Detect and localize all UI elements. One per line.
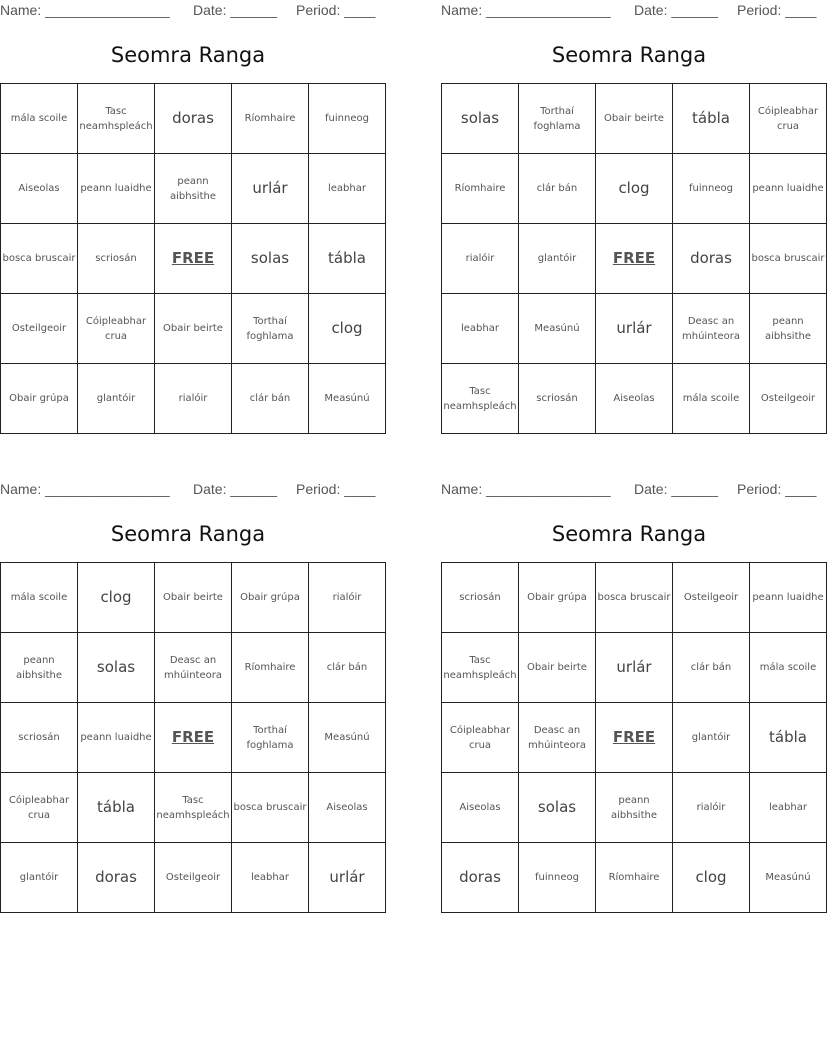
bingo-cell: Tasc neamhspleách [442, 364, 519, 434]
date-field: Date: ______ [634, 481, 719, 497]
bingo-cell: glantóir [78, 364, 155, 434]
bingo-cell: urlár [596, 633, 673, 703]
bingo-cell: peann aibhsithe [1, 633, 78, 703]
bingo-grid [441, 562, 827, 913]
grid-row [1, 703, 386, 773]
bingo-cell: Obair grúpa [519, 563, 596, 633]
bingo-cell: Torthaí foghlama [232, 294, 309, 364]
grid-row [442, 633, 827, 703]
bingo-cell: Obair grúpa [1, 364, 78, 434]
bingo-cell: Aiseolas [596, 364, 673, 434]
student-info-line [0, 481, 376, 499]
free-space: FREE [155, 703, 232, 773]
grid-row [442, 843, 827, 913]
name-field: Name: ________________ [0, 2, 170, 18]
bingo-cell: bosca bruscair [750, 224, 827, 294]
bingo-cell: doras [442, 843, 519, 913]
bingo-cell: doras [78, 843, 155, 913]
bingo-cell: clog [78, 563, 155, 633]
bingo-cell: scriosán [442, 563, 519, 633]
bingo-cell: Cóipleabhar crua [750, 84, 827, 154]
bingo-grid [0, 83, 386, 434]
grid-row [442, 364, 827, 434]
bingo-cell: mála scoile [1, 84, 78, 154]
bingo-cell: mála scoile [673, 364, 750, 434]
bingo-cell: peann aibhsithe [750, 294, 827, 364]
bingo-cell: solas [78, 633, 155, 703]
bingo-cell: peann luaidhe [78, 154, 155, 224]
bingo-cell: scriosán [1, 703, 78, 773]
bingo-cell: clár bán [232, 364, 309, 434]
grid-row [442, 773, 827, 843]
bingo-cell: solas [232, 224, 309, 294]
bingo-cell: Cóipleabhar crua [442, 703, 519, 773]
bingo-cell: Osteilgeoir [673, 563, 750, 633]
bingo-cell: leabhar [750, 773, 827, 843]
bingo-cell: Obair beirte [596, 84, 673, 154]
bingo-cell: Obair grúpa [232, 563, 309, 633]
bingo-cell: Ríomhaire [232, 84, 309, 154]
student-info-line [441, 481, 817, 499]
bingo-cell: urlár [596, 294, 673, 364]
grid-row [1, 563, 386, 633]
bingo-cell: peann aibhsithe [596, 773, 673, 843]
bingo-cell: bosca bruscair [596, 563, 673, 633]
student-info-line [0, 2, 376, 20]
bingo-cell: Measúnú [750, 843, 827, 913]
bingo-cell: glantóir [1, 843, 78, 913]
bingo-cell: Deasc an mhúinteora [519, 703, 596, 773]
bingo-cell: Measúnú [309, 364, 386, 434]
period-field: Period: ____ [737, 481, 817, 497]
period-field: Period: ____ [296, 481, 376, 497]
bingo-cell: Aiseolas [442, 773, 519, 843]
bingo-cell: leabhar [232, 843, 309, 913]
bingo-cell: rialóir [309, 563, 386, 633]
bingo-cell: glantóir [519, 224, 596, 294]
bingo-cell: scriosán [78, 224, 155, 294]
grid-row [442, 224, 827, 294]
bingo-cell: leabhar [442, 294, 519, 364]
grid-row [1, 294, 386, 364]
grid-row [1, 773, 386, 843]
free-space: FREE [596, 224, 673, 294]
bingo-cell: Ríomhaire [232, 633, 309, 703]
name-field: Name: ________________ [441, 481, 611, 497]
bingo-cell: rialóir [673, 773, 750, 843]
period-field: Period: ____ [737, 2, 817, 18]
bingo-cell: glantóir [673, 703, 750, 773]
grid-row [442, 563, 827, 633]
bingo-cell: peann luaidhe [78, 703, 155, 773]
bingo-cell: Torthaí foghlama [519, 84, 596, 154]
bingo-cell: tábla [309, 224, 386, 294]
bingo-cell: scriosán [519, 364, 596, 434]
bingo-cell: solas [519, 773, 596, 843]
grid-row [442, 703, 827, 773]
bingo-cell: Ríomhaire [596, 843, 673, 913]
bingo-cell: peann luaidhe [750, 154, 827, 224]
grid-row [1, 364, 386, 434]
bingo-cell: Torthaí foghlama [232, 703, 309, 773]
bingo-cell: doras [673, 224, 750, 294]
bingo-cell: tábla [673, 84, 750, 154]
grid-row [1, 843, 386, 913]
grid-row [442, 154, 827, 224]
bingo-cell: Obair beirte [155, 563, 232, 633]
bingo-cell: Tasc neamhspleách [155, 773, 232, 843]
bingo-cell: Ríomhaire [442, 154, 519, 224]
bingo-cell: tábla [78, 773, 155, 843]
bingo-cell: fuinneog [309, 84, 386, 154]
grid-row [1, 633, 386, 703]
bingo-cell: clog [309, 294, 386, 364]
bingo-cell: tábla [750, 703, 827, 773]
bingo-cell: Deasc an mhúinteora [155, 633, 232, 703]
bingo-grid [0, 562, 386, 913]
bingo-cell: Osteilgeoir [750, 364, 827, 434]
bingo-cell: Measúnú [519, 294, 596, 364]
bingo-cell: peann aibhsithe [155, 154, 232, 224]
card-title: Seomra Ranga [551, 43, 707, 67]
bingo-cell: Aiseolas [309, 773, 386, 843]
bingo-cell: clár bán [309, 633, 386, 703]
bingo-cell: doras [155, 84, 232, 154]
bingo-cell: Tasc neamhspleách [78, 84, 155, 154]
date-field: Date: ______ [634, 2, 719, 18]
bingo-cell: clár bán [519, 154, 596, 224]
card-title: Seomra Ranga [110, 522, 266, 546]
bingo-cell: Aiseolas [1, 154, 78, 224]
bingo-cell: peann luaidhe [750, 563, 827, 633]
student-info-line [441, 2, 817, 20]
bingo-cell: Measúnú [309, 703, 386, 773]
bingo-cell: urlár [309, 843, 386, 913]
bingo-cell: bosca bruscair [1, 224, 78, 294]
bingo-cell: Obair beirte [519, 633, 596, 703]
grid-row [442, 84, 827, 154]
bingo-cell: clog [596, 154, 673, 224]
bingo-cell: clár bán [673, 633, 750, 703]
bingo-cell: leabhar [309, 154, 386, 224]
bingo-grid [441, 83, 827, 434]
bingo-cell: Obair beirte [155, 294, 232, 364]
card-title: Seomra Ranga [551, 522, 707, 546]
card-title: Seomra Ranga [110, 43, 266, 67]
bingo-cell: mála scoile [1, 563, 78, 633]
bingo-cell: Osteilgeoir [1, 294, 78, 364]
free-space: FREE [155, 224, 232, 294]
free-space: FREE [596, 703, 673, 773]
bingo-cell: clog [673, 843, 750, 913]
bingo-cell: bosca bruscair [232, 773, 309, 843]
grid-row [1, 154, 386, 224]
bingo-cell: solas [442, 84, 519, 154]
date-field: Date: ______ [193, 481, 278, 497]
bingo-cell: fuinneog [519, 843, 596, 913]
date-field: Date: ______ [193, 2, 278, 18]
bingo-cell: mála scoile [750, 633, 827, 703]
bingo-cell: Deasc an mhúinteora [673, 294, 750, 364]
bingo-cell: Osteilgeoir [155, 843, 232, 913]
bingo-cell: Cóipleabhar crua [78, 294, 155, 364]
bingo-cell: urlár [232, 154, 309, 224]
name-field: Name: ________________ [0, 481, 170, 497]
grid-row [442, 294, 827, 364]
grid-row [1, 84, 386, 154]
bingo-cell: Tasc neamhspleách [442, 633, 519, 703]
bingo-cell: fuinneog [673, 154, 750, 224]
name-field: Name: ________________ [441, 2, 611, 18]
bingo-cell: Cóipleabhar crua [1, 773, 78, 843]
period-field: Period: ____ [296, 2, 376, 18]
bingo-cell: rialóir [155, 364, 232, 434]
grid-row [1, 224, 386, 294]
bingo-cell: rialóir [442, 224, 519, 294]
